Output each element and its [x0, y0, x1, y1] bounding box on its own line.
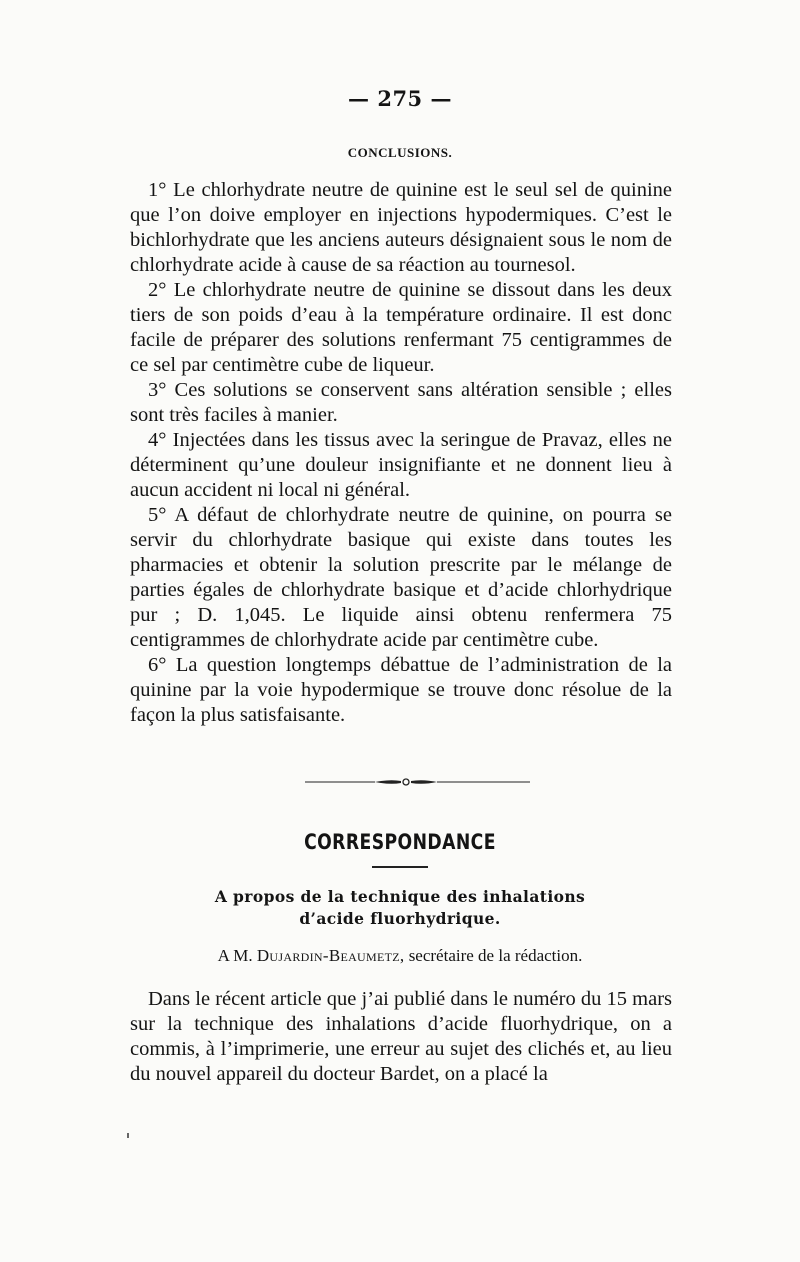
address-prefix: A M. — [217, 946, 253, 965]
address-name: Dujardin-Beaumetz, — [256, 946, 405, 965]
article-title-line: A propos de la technique des inhalations — [214, 887, 586, 906]
page-number: — 275 — — [348, 86, 452, 111]
article-title — [0, 886, 800, 930]
article-title-line: d’acide fluorhydrique. — [299, 909, 501, 928]
letter-paragraph: Dans le récent article que j’ai publié dans le numéro du 15 mars sur la technique des inhalations d’acide fluorhydrique, on a commis, à l’imprimerie, une erreur au sujet des clichés et, au lieu du nouvel appareil du docteur Bardet, on a placé la — [130, 988, 672, 1085]
conclusion-paragraph: 2° Le chlorhydrate neutre de quinine se dissout dans les deux tiers de son poids d’eau à la température ordinaire. Il est donc facile de préparer des solutions renfermant 75 centigrammes de ce sel par centimètre cube de liqueur. — [130, 279, 672, 376]
letter-body — [130, 987, 672, 1087]
section-heading: CONCLUSIONS. — [347, 145, 453, 160]
conclusion-paragraph: 3° Ces solutions se conservent sans altération sensible ; elles sont très faciles à manier. — [130, 379, 672, 426]
correspondance-title: CORRESPONDANCE — [304, 830, 496, 854]
address-suffix: secrétaire de la rédaction. — [408, 946, 583, 965]
conclusion-paragraph: 6° La question longtemps débattue de l’administration de la quinine par la voie hypodermique se trouve donc résolue de la façon la plus satisfaisante. — [130, 654, 672, 726]
title-rule — [372, 866, 428, 868]
conclusion-paragraph: 5° A défaut de chlorhydrate neutre de quinine, on pourra se servir du chlorhydrate basique qui existe dans toutes les pharmacies et obtenir la solution prescrite par le mélange de parties égales de chlorhydrate basique et d’acide chlorhydrique pur ; D. 1,045. Le liquide ainsi obtenu renfermera 75 centigrammes de chlorhydrate acide par centimètre cube. — [130, 504, 672, 651]
ornamental-divider — [305, 775, 530, 789]
ink-mark — [127, 1133, 129, 1138]
conclusions-list — [130, 178, 672, 728]
conclusion-paragraph: 4° Injectées dans les tissus avec la seringue de Pravaz, elles ne déterminent qu’une douleur insignifiante et ne donnent lieu à aucun accident ni local ni général. — [130, 429, 672, 501]
conclusion-paragraph: 1° Le chlorhydrate neutre de quinine est le seul sel de quinine que l’on doive employer en injections hypodermiques. C’est le bichlorhydrate que les anciens auteurs désignaient sous le nom de chlorhydrate acide à cause de sa réaction au tournesol. — [130, 179, 672, 276]
addressee-line — [0, 946, 800, 966]
